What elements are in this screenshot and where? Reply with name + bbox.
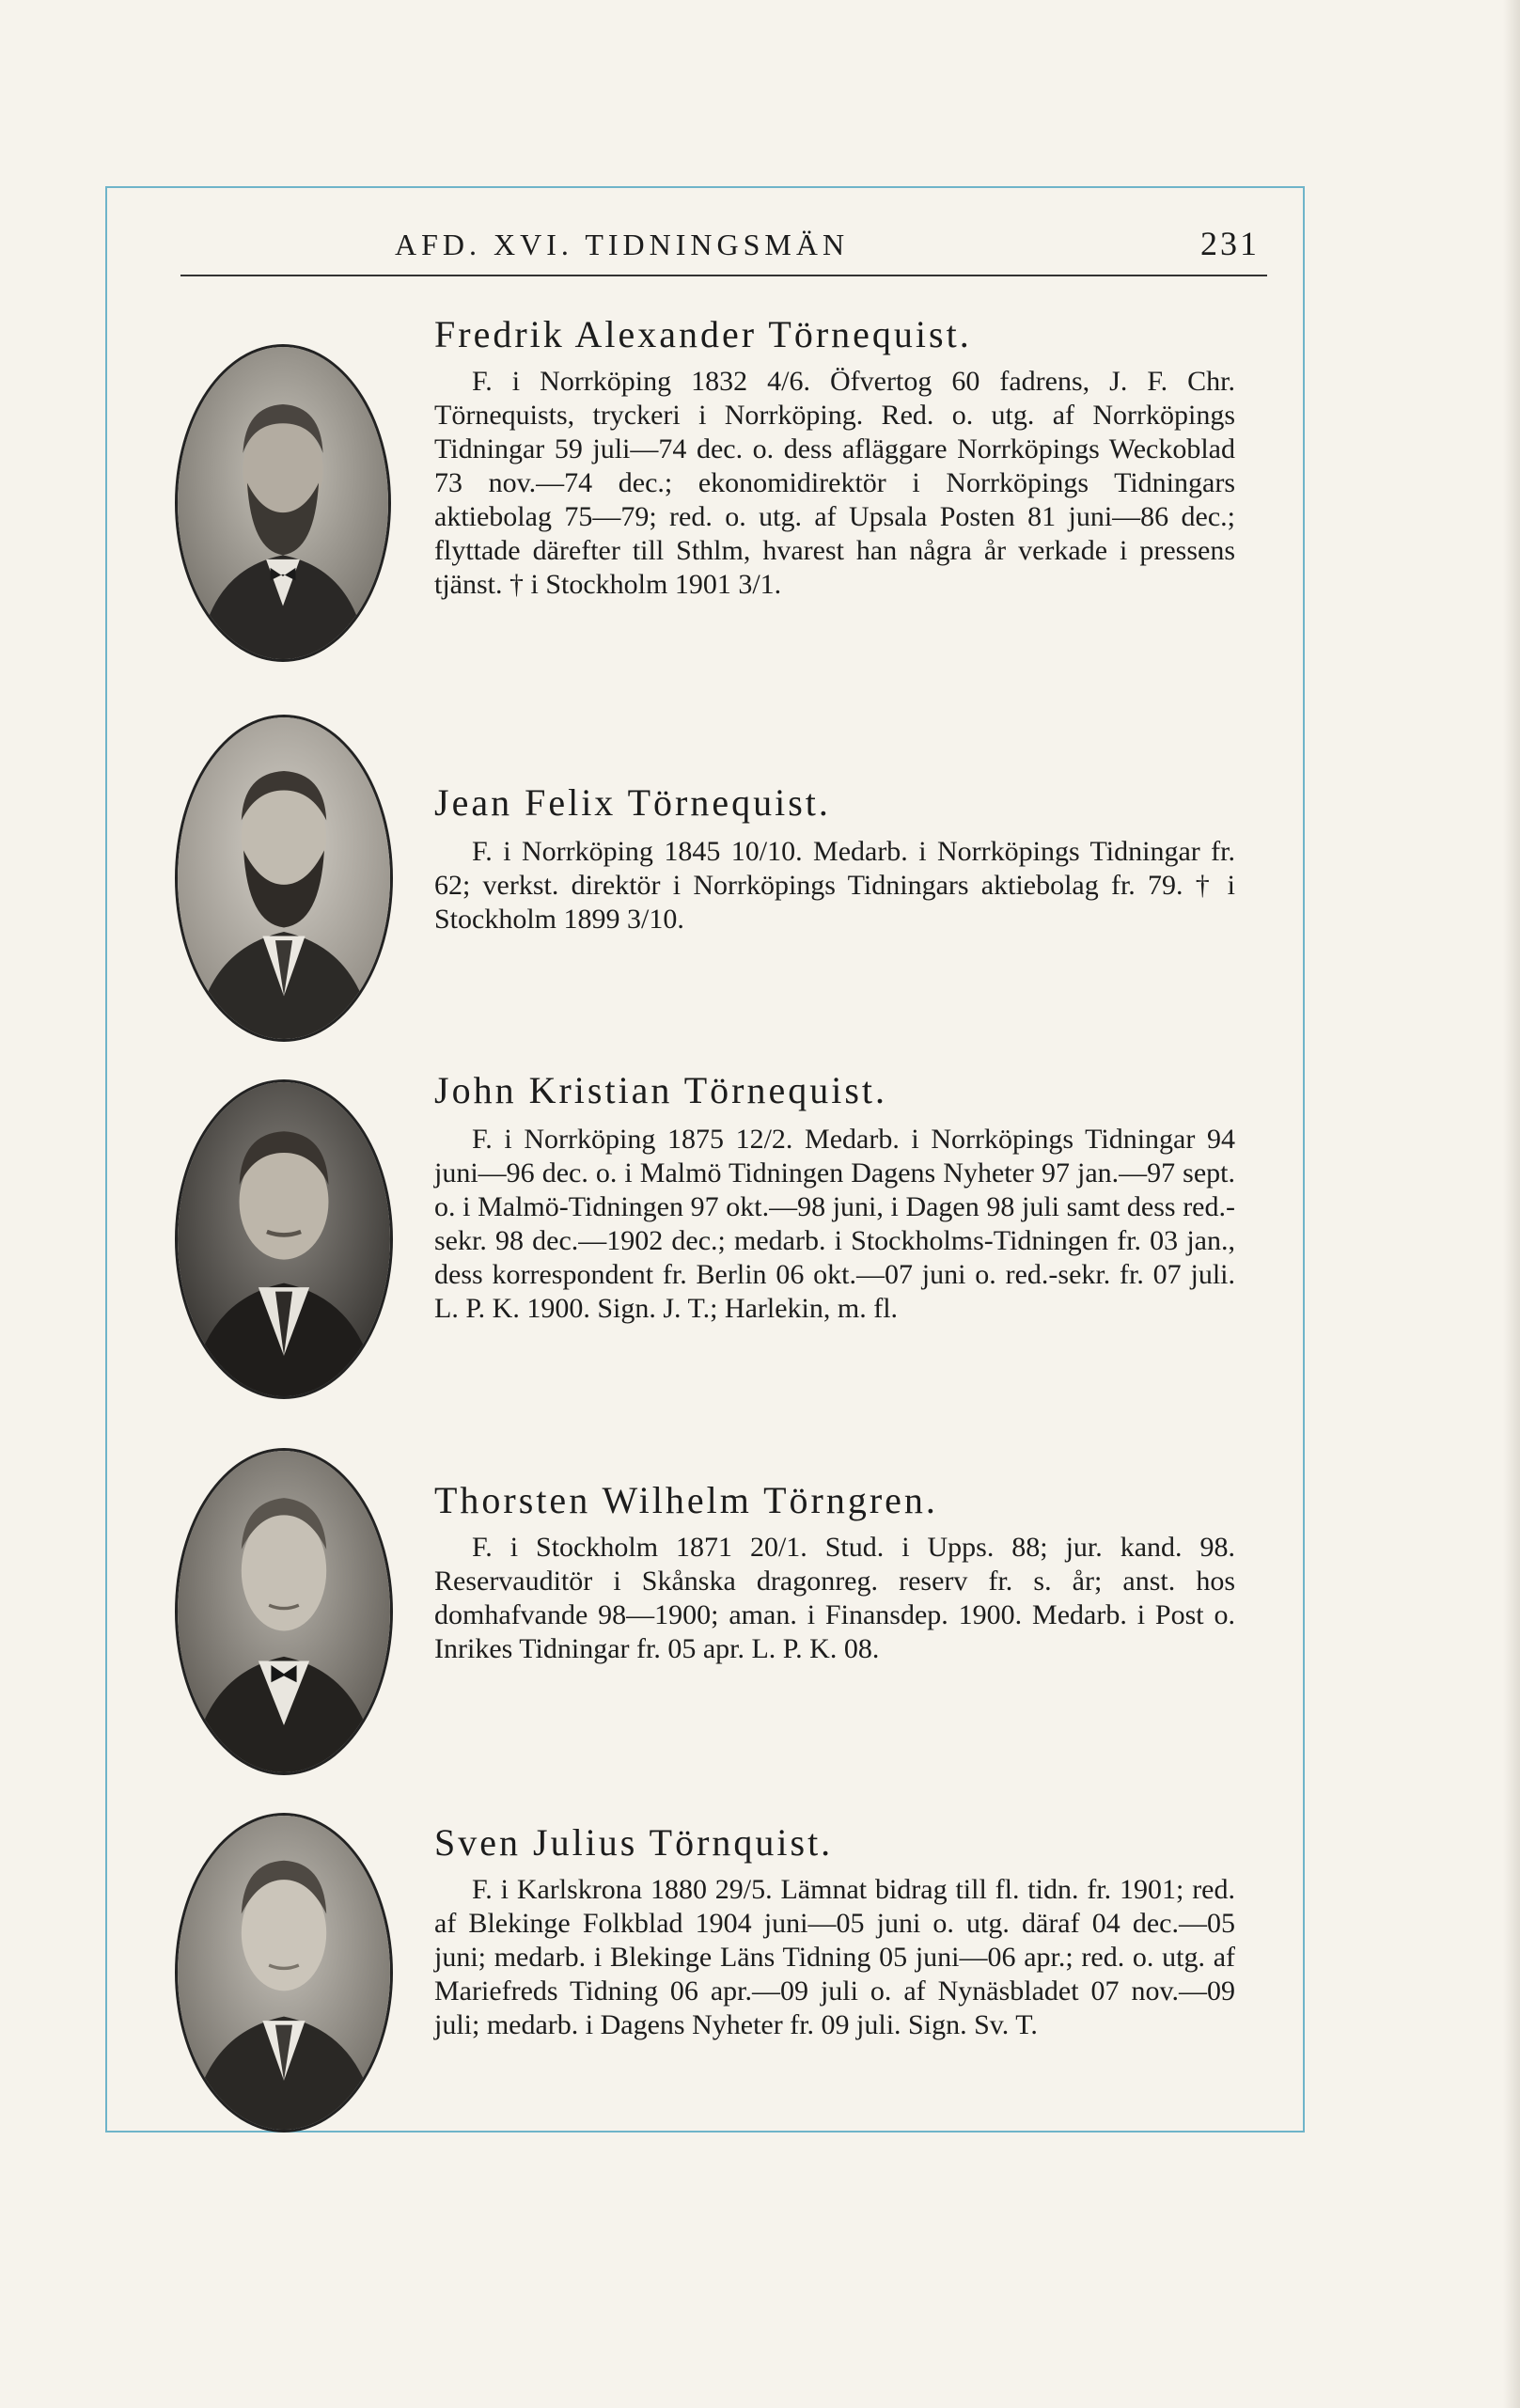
page-edge-shadow: [1503, 0, 1520, 2408]
portrait-sven-tornquist: [175, 1813, 393, 2133]
entry-name: Thorsten Wilhelm Törngren.: [434, 1479, 938, 1521]
running-header: [180, 218, 1267, 276]
portrait-thorsten-torngren: [175, 1448, 393, 1775]
entry-name: Sven Julius Törnquist.: [434, 1821, 834, 1864]
page-number: 231: [1200, 225, 1260, 262]
entry-bio: F. i Stockholm 1871 20/1. Stud. i Upps. 88; jur. kand. 98. Reservauditör i Skånska dragonreg. reserv fr. s. år; anst. hos domhafvande 98—1900; aman. i Finansdep. 1900. Medarb. i Post o. Inrikes Tidningar fr. 05 apr. L. P. K. 08.: [434, 1532, 1235, 1664]
entry-bio: F. i Norrköping 1875 12/2. Medarb. i Norrköpings Tidningar 94 juni—96 dec. o. i Malmö Tidningen Dagens Nyheter 97 jan.—97 sept. o. i Malmö-Tidningen 97 okt.—98 juni, i Dagen 98 juli samt dess red.-sekr. 98 dec.—1902 dec.; medarb. i Stockholms-Tidningen fr. 03 jan., dess korrespondent fr. Berlin 06 okt.—07 juni o. red.-sekr. fr. 07 juli. L. P. K. 1900. Sign. J. T.; Harlekin, m. fl.: [434, 1124, 1235, 1324]
portrait-fredrik-tornequist: [175, 344, 391, 662]
entry-bio: F. i Karlskrona 1880 29/5. Lämnat bidrag till fl. tidn. fr. 1901; red. af Blekinge Folkblad 1904 juni—05 juni o. utg. däraf 04 dec.—05 juni; medarb. i Blekinge Läns Tidning 05 juni—06 apr.; red. o. utg. af Mariefreds Tidning 06 apr.—09 juli o. af Nynäsbladet 07 nov.—09 juli; medarb. i Dagens Nyheter fr. 09 juli. Sign. Sv. T.: [434, 1874, 1235, 2040]
entry-name: Fredrik Alexander Törnequist.: [434, 313, 972, 355]
entry-name: Jean Felix Törnequist.: [434, 781, 831, 824]
entry-name: John Kristian Törnequist.: [434, 1069, 888, 1111]
section-title: AFD. XVI. TIDNINGSMÄN: [395, 228, 850, 261]
entry-bio: F. i Norrköping 1832 4/6. Öfvertog 60 fadrens, J. F. Chr. Törnequists, tryckeri i Norrköping. Red. o. utg. af Norrköpings Tidningar 59 juli—74 dec. o. dess afläggare Norrköpings Weckoblad 73 nov.—74 dec.; ekonomidirektör i Norrköpings Tidningars aktiebolag 75—79; red. o. utg. af Upsala Posten 81 juni—86 dec.; flyttade därefter till Sthlm, hvarest han några år verkade i pressens tjänst. † i Stockholm 1901 3/1.: [434, 366, 1235, 600]
portrait-jean-tornequist: [175, 715, 393, 1042]
entry-bio: F. i Norrköping 1845 10/10. Medarb. i Norrköpings Tidningar fr. 62; verkst. direktör i Norrköpings Tidningars aktiebolag fr. 79. † i Stockholm 1899 3/10.: [434, 836, 1235, 935]
portrait-john-tornequist: [175, 1079, 393, 1399]
